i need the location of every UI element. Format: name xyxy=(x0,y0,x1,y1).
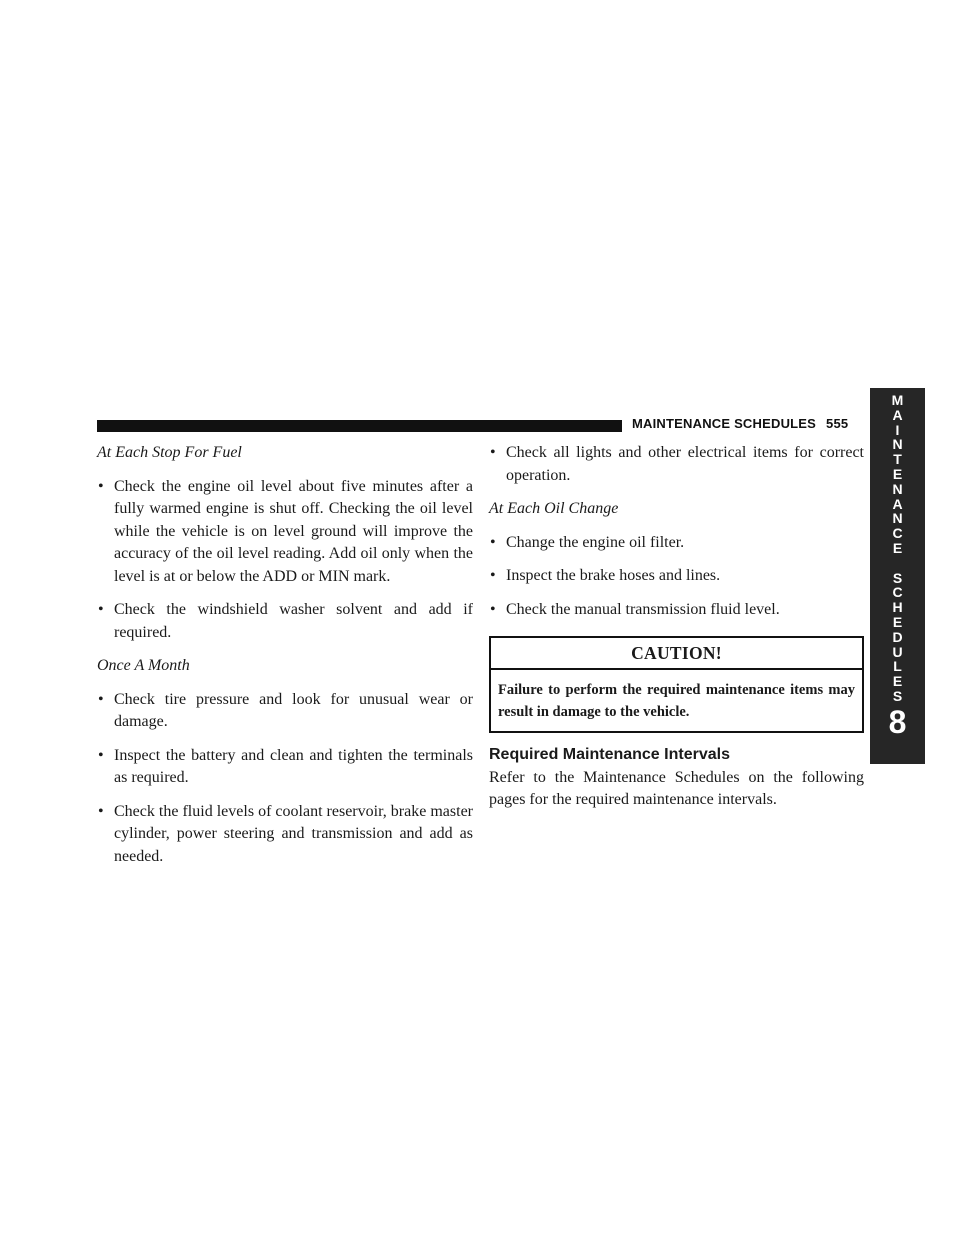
section-heading-oil-change: At Each Oil Change xyxy=(489,500,619,517)
running-header xyxy=(632,416,848,431)
side-tab-letter: E xyxy=(892,539,903,556)
side-tab-letter: N xyxy=(892,480,903,497)
list-item: • Change the engine oil filter. xyxy=(489,532,864,555)
page-number: 555 xyxy=(826,416,849,431)
side-tab-letter: L xyxy=(893,658,902,675)
side-tab-letter: E xyxy=(892,613,903,630)
side-tab-letter: M xyxy=(891,392,904,408)
side-tab-letters xyxy=(870,393,925,704)
right-column xyxy=(489,442,864,812)
list-item: • Inspect the battery and clean and tighten the terminals as required. xyxy=(97,745,473,790)
caution-title: CAUTION! xyxy=(491,638,862,670)
caution-box xyxy=(489,636,864,733)
header-rule xyxy=(97,420,622,432)
side-tab-letter: U xyxy=(892,643,903,660)
side-tab-letter: S xyxy=(892,569,903,586)
list-item: • Check the fluid levels of coolant reservoir, brake master cylinder, power steering and transmission and add as needed. xyxy=(97,801,473,869)
running-title: MAINTENANCE SCHEDULES xyxy=(632,416,817,431)
chapter-side-tab xyxy=(870,388,925,764)
list-item: • Check the manual transmission fluid level. xyxy=(489,599,864,622)
side-tab-letter: E xyxy=(892,673,903,690)
section-heading-monthly: Once A Month xyxy=(97,657,190,674)
list-item: • Check the windshield washer solvent and add if required. xyxy=(97,599,473,644)
list-item: • Check tire pressure and look for unusual wear or damage. xyxy=(97,689,473,734)
left-column xyxy=(97,442,473,879)
intervals-heading: Required Maintenance Intervals xyxy=(489,745,730,763)
oil-change-checklist xyxy=(489,532,864,622)
side-tab-letter: H xyxy=(892,599,903,616)
list-item: • Check the engine oil level about five minutes after a fully warmed engine is shut off. Checking the oil level while the vehicle is on level ground will improve the accuracy of the oil level reading. Add oil only when the level is at or below the ADD or MIN mark. xyxy=(97,476,473,589)
list-item: • Check all lights and other electrical items for correct operation. xyxy=(489,442,864,487)
side-tab-letter: S xyxy=(892,687,903,704)
fuel-checklist xyxy=(97,476,473,645)
side-tab-letter: A xyxy=(892,406,903,423)
side-tab-spacer xyxy=(870,556,925,571)
section-heading-fuel: At Each Stop For Fuel xyxy=(97,444,242,461)
side-tab-letter: A xyxy=(892,495,903,512)
side-tab-letter: E xyxy=(892,465,903,482)
side-tab-letter: N xyxy=(892,510,903,527)
chapter-number: 8 xyxy=(888,704,907,740)
intervals-paragraph: Refer to the Maintenance Schedules on the following pages for the required maintenance intervals. xyxy=(489,768,864,808)
side-tab-letter: C xyxy=(892,584,903,601)
side-tab-letter: D xyxy=(892,628,903,645)
side-tab-letter: I xyxy=(895,421,900,438)
side-tab-letter: T xyxy=(893,451,902,468)
monthly-checklist xyxy=(97,689,473,869)
monthly-checklist-continued xyxy=(489,442,864,487)
caution-text: Failure to perform the required maintenance items may result in damage to the vehicle. xyxy=(498,681,855,720)
side-tab-letter: C xyxy=(892,525,903,542)
side-tab-letter: N xyxy=(892,436,903,453)
list-item: • Inspect the brake hoses and lines. xyxy=(489,565,864,588)
